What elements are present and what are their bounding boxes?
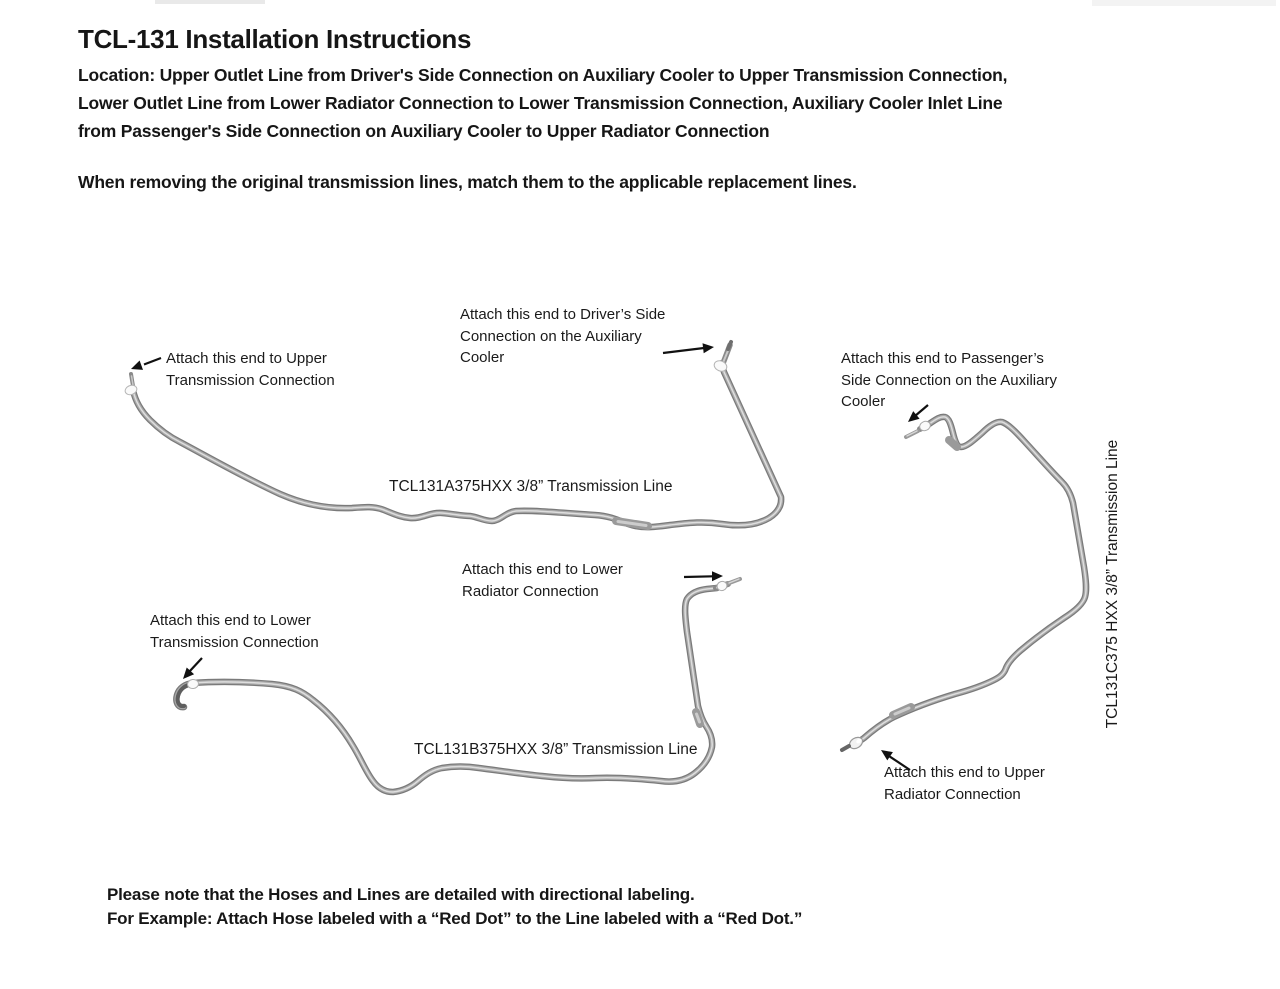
tube-c-top-fitting <box>906 420 932 437</box>
part-label-line-c: TCL131C375 HXX 3/8” Transmission Line <box>1104 439 1121 729</box>
callout-lower-transmission: Attach this end to Lower Transmission Connection <box>150 612 319 651</box>
arrow-lower-radiator <box>684 571 723 581</box>
part-label-line-a: TCL131A375HXX 3/8” Transmission Line <box>389 478 673 495</box>
intro-note: When removing the original transmission lines, match them to the applicable replacement lines. <box>78 172 857 192</box>
arrow-lower-transmission <box>183 658 202 679</box>
directional-labeling-note: Please note that the Hoses and Lines are detailed with directional labeling. For Example: Attach Hose labeled with a “Red Dot” to the Line labeled with a “Red Dot.” <box>107 885 803 928</box>
transmission-line-c <box>842 417 1086 751</box>
part-label-line-b: TCL131B375HXX 3/8” Transmission Line <box>414 741 698 758</box>
tube-b-left-fitting <box>187 679 199 689</box>
callout-lower-radiator: Attach this end to Lower Radiator Connection <box>462 561 623 600</box>
page-title: TCL-131 Installation Instructions <box>78 24 472 54</box>
tube-b-right-fitting <box>716 579 740 592</box>
callout-passengers-side-aux-cooler: Attach this end to Passenger’s Side Connection on the Auxiliary Cooler <box>841 350 1057 410</box>
arrow-upper-transmission <box>131 358 161 370</box>
tube-c-couplings <box>893 440 957 715</box>
tube-a-coupling <box>616 521 648 526</box>
callout-upper-transmission: Attach this end to Upper Transmission Connection <box>166 350 335 389</box>
tube-b-coupling <box>696 712 700 724</box>
callout-drivers-side-aux-cooler: Attach this end to Driver’s Side Connection on the Auxiliary Cooler <box>460 306 666 366</box>
callout-arrows <box>131 343 928 770</box>
arrow-drivers-side <box>663 343 714 353</box>
callout-upper-radiator: Attach this end to Upper Radiator Connection <box>884 764 1045 803</box>
tube-a-right-fitting <box>713 342 731 373</box>
location-paragraph: Location: Upper Outlet Line from Driver's Side Connection on Auxiliary Cooler to Upper Transmission Connection, Lower Outlet Line from Lower Radiator Connection to Lower Transmission Connection, Auxiliary Cooler Inlet Line from Passenger's Side Connection on Auxiliary Cooler to Upper Radiator Connection <box>78 65 1008 141</box>
